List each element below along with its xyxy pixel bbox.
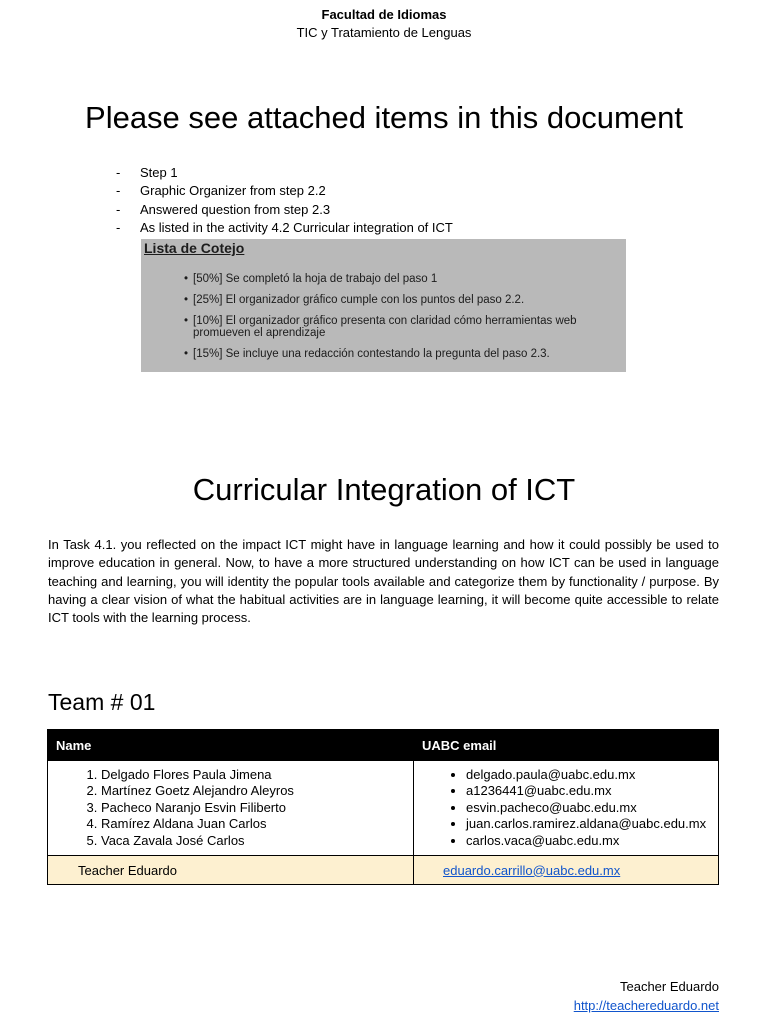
teacher-name: Teacher Eduardo [48, 856, 414, 885]
page-header [0, 6, 768, 42]
member-name: 2. Martínez Goetz Alejandro Aleyros [101, 783, 413, 799]
section-title: Curricular Integration of ICT [192, 472, 576, 507]
member-name: 5. Vaca Zavala José Carlos [101, 833, 413, 849]
footer-link[interactable]: http://teachereduardo.net [573, 998, 719, 1013]
list-item: - Graphic Organizer from step 2.2 [116, 182, 453, 200]
member-name: 3. Pacheco Naranjo Esvin Filiberto [101, 800, 413, 816]
team-table [47, 729, 719, 885]
attached-items-title: Please see attached items in this document [85, 100, 683, 135]
checklist-title: Lista de Cotejo [144, 240, 245, 256]
column-header-name: Name [48, 730, 414, 761]
faculty-name: Facultad de Idiomas [321, 7, 447, 22]
column-header-email: UABC email [414, 730, 719, 761]
member-name: 1. Delgado Flores Paula Jimena [101, 767, 413, 783]
checklist-item: • [15%] Se incluye una redacción contestando la pregunta del paso 2.3. [141, 348, 623, 360]
table-header-row [48, 730, 719, 761]
teacher-email-cell [414, 856, 719, 885]
member-list [48, 767, 413, 849]
member-email: • a1236441@uabc.edu.mx [466, 783, 718, 799]
page-footer [574, 977, 719, 1015]
member-email: • carlos.vaca@uabc.edu.mx [466, 833, 718, 849]
email-list [414, 767, 718, 849]
member-email: • delgado.paula@uabc.edu.mx [466, 767, 718, 783]
emails-cell [414, 761, 719, 856]
checklist-item: • [10%] El organizador gráfico presenta con claridad cómo herramientas web promueven el aprendizaje [141, 315, 623, 339]
team-heading: Team # 01 [48, 689, 156, 715]
list-item: - As listed in the activity 4.2 Curricular integration of ICT [116, 219, 453, 237]
member-name: 4. Ramírez Aldana Juan Carlos [101, 816, 413, 832]
course-name: TIC y Tratamiento de Lenguas [296, 25, 472, 40]
member-email: • juan.carlos.ramirez.aldana@uabc.edu.mx [466, 816, 718, 832]
checklist-item: • [25%] El organizador gráfico cumple con los puntos del paso 2.2. [141, 294, 623, 306]
checklist-items [141, 273, 623, 369]
table-row [48, 761, 719, 856]
member-email: • esvin.pacheco@uabc.edu.mx [466, 800, 718, 816]
list-item: - Step 1 [116, 164, 453, 182]
teacher-email-link[interactable]: eduardo.carrillo@uabc.edu.mx [443, 862, 621, 878]
members-cell [48, 761, 414, 856]
list-item: - Answered question from step 2.3 [116, 201, 453, 219]
checklist-image [141, 239, 626, 372]
footer-name: Teacher Eduardo [619, 979, 719, 994]
body-paragraph: In Task 4.1. you reflected on the impact ICT might have in language learning and how it could possibly be used to improve education in general. Now, to have a more structured understanding on how ICT can be used in language teaching and learning, you will identity the popular tools available and categorize them by functionality / purpose. By having a clear vision of what the habitual activities are in language learning, it will become quite accessible to relate ICT tools with the learning process. [48, 537, 719, 626]
attached-items-list [116, 164, 453, 237]
checklist-item: • [50%] Se completó la hoja de trabajo del paso 1 [141, 273, 623, 285]
teacher-row [48, 856, 719, 885]
